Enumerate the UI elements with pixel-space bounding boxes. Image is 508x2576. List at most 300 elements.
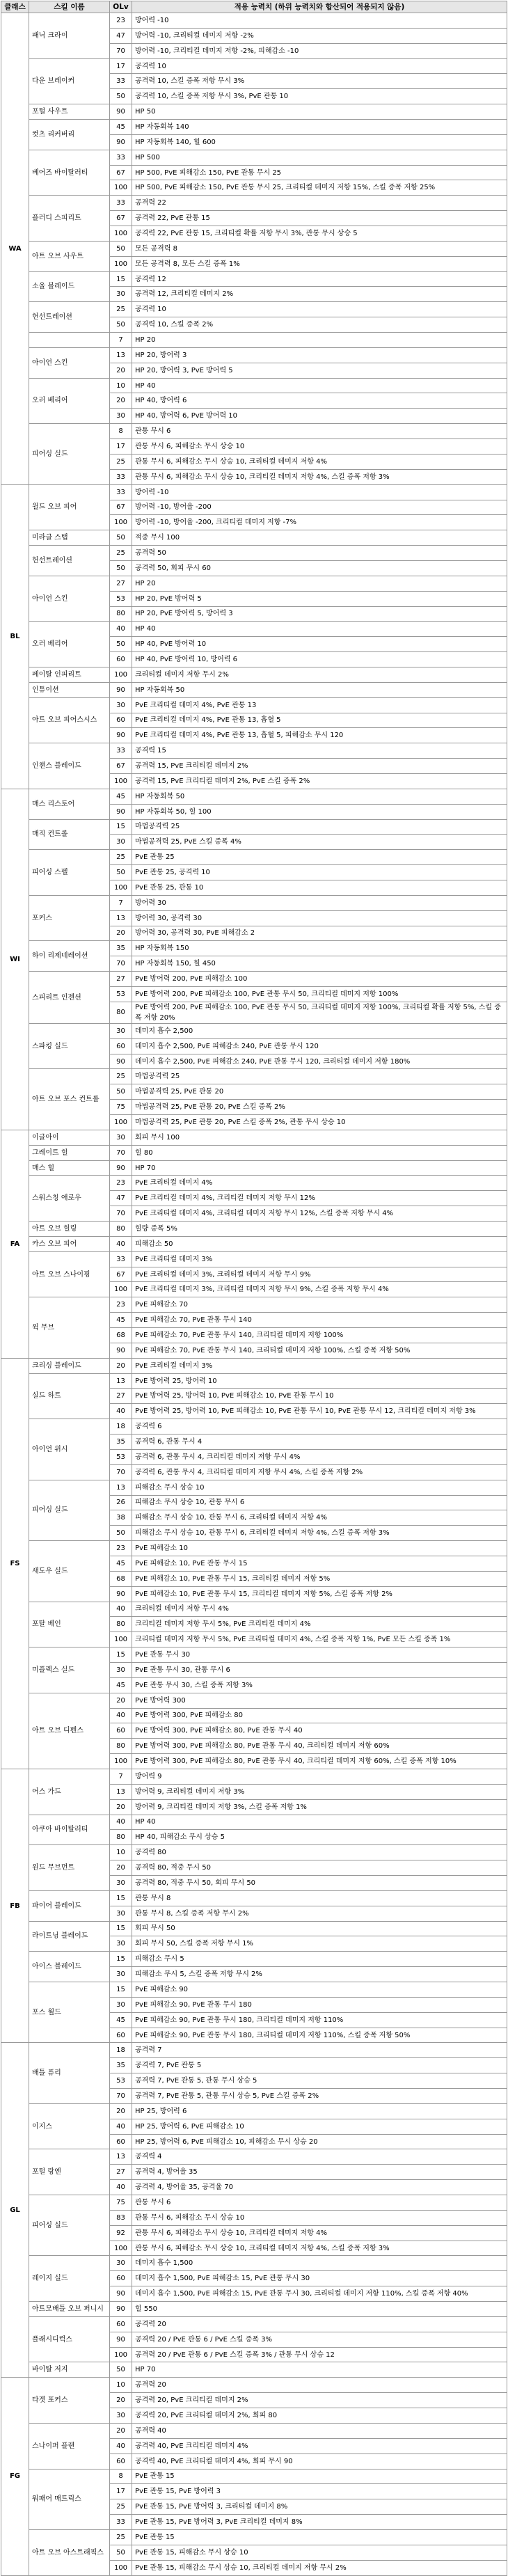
olv-cell: 60 xyxy=(110,652,132,667)
olv-cell: 13 xyxy=(110,2149,132,2165)
table-row xyxy=(1,2378,507,2393)
table-row xyxy=(1,1419,507,1435)
table-body xyxy=(1,13,507,2576)
skill-name-cell: 스파킹 실드 xyxy=(29,1023,110,1069)
olv-cell: 15 xyxy=(110,1952,132,1967)
effect-cell: 크리티컬 데미지 저항 무시 4% xyxy=(132,1602,507,1617)
olv-cell: 40 xyxy=(110,1708,132,1723)
olv-cell: 75 xyxy=(110,1100,132,1115)
olv-cell: 45 xyxy=(110,1556,132,1571)
olv-cell: 10 xyxy=(110,2378,132,2393)
effect-cell: PvE 피해감소 90, PvE 관통 무시 180 xyxy=(132,1997,507,2012)
effect-cell: PvE 크리티컬 데미지 3%, 크리티컬 데미지 저항 무시 9% xyxy=(132,1267,507,1282)
olv-cell: 33 xyxy=(110,469,132,484)
olv-cell: 30 xyxy=(110,1967,132,1982)
table-row xyxy=(1,682,507,697)
olv-cell: 53 xyxy=(110,2073,132,2089)
table-row xyxy=(1,347,507,363)
olv-cell: 15 xyxy=(110,1890,132,1906)
effect-cell: 공격력 20 / PvE 관통 6 / PvE 스킬 증폭 3% xyxy=(132,2332,507,2347)
table-row xyxy=(1,1647,507,1663)
table-row xyxy=(1,2316,507,2332)
olv-cell: 23 xyxy=(110,1297,132,1313)
skill-name-cell: 포스 월드 xyxy=(29,1982,110,2043)
skill-name-cell: 오러 베리어 xyxy=(29,378,110,424)
effect-cell: 모든 공격력 8, 모든 스킬 증폭 1% xyxy=(132,256,507,271)
olv-cell: 70 xyxy=(110,1145,132,1160)
olv-cell: 70 xyxy=(110,2089,132,2104)
effect-cell: 공격력 22, PvE 관통 15 xyxy=(132,211,507,226)
table-row xyxy=(1,1541,507,1556)
table-row xyxy=(1,1602,507,1617)
olv-cell: 100 xyxy=(110,1115,132,1130)
olv-cell: 67 xyxy=(110,759,132,774)
table-row xyxy=(1,1769,507,1784)
effect-cell: HP 20, 방어력 3 xyxy=(132,347,507,363)
olv-cell: 17 xyxy=(110,439,132,455)
skill-name-cell: 아트 오브 사우트 xyxy=(29,241,110,271)
olv-cell: 25 xyxy=(110,2529,132,2545)
class-name-cell: FA xyxy=(1,1130,29,1358)
skill-name-cell: 피어싱 실드 xyxy=(29,424,110,484)
olv-cell: 7 xyxy=(110,895,132,910)
class-name-cell: BL xyxy=(1,484,29,789)
olv-cell: 60 xyxy=(110,2271,132,2286)
olv-cell: 70 xyxy=(110,1464,132,1480)
olv-cell: 20 xyxy=(110,1860,132,1876)
table-row xyxy=(1,1251,507,1267)
effect-cell: 공격력 12 xyxy=(132,271,507,287)
effect-cell: 피해감소 무시 상승 10, 관통 무시 6 xyxy=(132,1495,507,1510)
table-row xyxy=(1,1982,507,1998)
olv-cell: 92 xyxy=(110,2225,132,2241)
table-row xyxy=(1,484,507,500)
olv-cell: 40 xyxy=(110,2180,132,2195)
olv-cell: 50 xyxy=(110,317,132,333)
olv-cell: 25 xyxy=(110,1069,132,1084)
olv-cell: 53 xyxy=(110,987,132,1002)
skill-name-cell: 피어싱 실드 xyxy=(29,1480,110,1540)
olv-cell: 27 xyxy=(110,972,132,987)
effect-cell: 방어력 -10, 크리티컬 데미지 저항 -2% xyxy=(132,28,507,43)
skill-name-cell: 아트 오브 디펜스 xyxy=(29,1693,110,1769)
effect-cell: HP 자동회복 50 xyxy=(132,682,507,697)
olv-cell: 100 xyxy=(110,2347,132,2362)
effect-cell: 공격력 12, 크리티컬 데미지 2% xyxy=(132,287,507,302)
olv-cell: 40 xyxy=(110,1236,132,1251)
effect-cell: PvE 방어력 300, PvE 피해감소 80, PvE 관통 무시 40, 크리티컬 데미지 저항 60%, 스킬 증폭 저항 10% xyxy=(132,1754,507,1769)
effect-cell: 방어력 9 xyxy=(132,1769,507,1784)
table-row xyxy=(1,819,507,835)
olv-cell: 45 xyxy=(110,120,132,135)
olv-cell: 100 xyxy=(110,880,132,895)
table-row xyxy=(1,697,507,713)
skill-name-cell: 포커스 xyxy=(29,895,110,941)
olv-cell: 15 xyxy=(110,1921,132,1936)
olv-cell: 100 xyxy=(110,256,132,271)
effect-cell: PvE 방어력 25, 방어력 10, PvE 피해감소 10, PvE 관통 무시 10, PvE 관통 무시 12, 크리티컬 데미지 저항 3% xyxy=(132,1404,507,1419)
effect-cell: PvE 관통 15, PvE 방어력 3 xyxy=(132,2484,507,2499)
olv-cell: 38 xyxy=(110,1510,132,1526)
effect-cell: 공격력 80, 적중 무시 50, 회피 무시 50 xyxy=(132,1875,507,1890)
effect-cell: PvE 피해감소 70, PvE 관통 무시 140, 크리티컬 데미지 저항 100%, 스킬 증폭 저항 50% xyxy=(132,1343,507,1358)
table-row xyxy=(1,13,507,29)
olv-cell: 70 xyxy=(110,956,132,972)
skill-name-cell: 피어싱 스펠 xyxy=(29,850,110,896)
effect-cell: 관통 무시 6, 피해감소 무시 상승 10, 크리티컬 데미지 저항 4%, 스킬 증폭 저항 3% xyxy=(132,2241,507,2256)
olv-cell: 100 xyxy=(110,1632,132,1647)
olv-cell: 13 xyxy=(110,1373,132,1389)
olv-cell: 35 xyxy=(110,941,132,956)
skill-name-cell: 아이언 스킨 xyxy=(29,347,110,378)
olv-cell: 15 xyxy=(110,1982,132,1998)
effect-cell: PvE 관통 25, 관통 10 xyxy=(132,880,507,895)
olv-cell: 75 xyxy=(110,2195,132,2211)
skill-name-cell: 아이언 스킨 xyxy=(29,576,110,622)
effect-cell: 회피 무시 50 xyxy=(132,1921,507,1936)
skill-name-cell: 하이 리제네레이션 xyxy=(29,941,110,972)
olv-cell: 80 xyxy=(110,1830,132,1845)
olv-cell: 25 xyxy=(110,546,132,561)
olv-cell: 40 xyxy=(110,2119,132,2134)
effect-cell: 방어력 30, 공격력 30, PvE 피해감소 2 xyxy=(132,926,507,941)
header-olv: OLv xyxy=(110,1,132,13)
olv-cell: 20 xyxy=(110,1799,132,1815)
skill-name-cell: 플래시디럭스 xyxy=(29,2316,110,2362)
effect-cell: 관통 무시 6, 피해감소 무시 상승 10, 크리티컬 데미지 저항 4% xyxy=(132,2225,507,2241)
skill-name-cell: 미라클 스탭 xyxy=(29,530,110,546)
effect-cell: 공격력 4, 방어율 35, 공격율 70 xyxy=(132,2180,507,2195)
olv-cell: 20 xyxy=(110,1358,132,1373)
effect-cell: 공격력 10 xyxy=(132,302,507,317)
table-row xyxy=(1,1480,507,1495)
skill-name-cell: 스나이퍼 플랜 xyxy=(29,2423,110,2469)
table-row xyxy=(1,1693,507,1708)
effect-cell: 공격력 15 xyxy=(132,743,507,759)
olv-cell: 50 xyxy=(110,865,132,880)
olv-cell: 27 xyxy=(110,576,132,591)
skill-table xyxy=(1,1,507,2576)
olv-cell: 80 xyxy=(110,1222,132,1237)
skill-name-cell: 파이어 블레이드 xyxy=(29,1890,110,1921)
skill-name-cell: 배틀 퓨리 xyxy=(29,2043,110,2103)
olv-cell: 8 xyxy=(110,424,132,439)
effect-cell: 공격력 6, 관통 무시 4 xyxy=(132,1435,507,1450)
table-row xyxy=(1,576,507,591)
olv-cell: 100 xyxy=(110,2560,132,2575)
olv-cell: 40 xyxy=(110,622,132,637)
effect-cell: 힐량 증폭 5% xyxy=(132,1222,507,1237)
skill-name-cell: 라이트닝 블레이드 xyxy=(29,1921,110,1952)
olv-cell: 67 xyxy=(110,165,132,180)
olv-cell: 50 xyxy=(110,1526,132,1541)
effect-cell: PvE 크리티컬 데미지 4%, 크리티컬 데미지 저항 무시 12%, 스킬 증폭 저항 무시 4% xyxy=(132,1206,507,1222)
effect-cell: PvE 크리티컬 데미지 4%, PvE 관통 13, 흡혈 5 xyxy=(132,713,507,728)
effect-cell: 공격력 80 xyxy=(132,1845,507,1860)
effect-cell: HP 50 xyxy=(132,104,507,120)
skill-name-cell: 스워스칭 애로우 xyxy=(29,1176,110,1222)
table-row xyxy=(1,1145,507,1160)
olv-cell: 90 xyxy=(110,2332,132,2347)
olv-cell: 45 xyxy=(110,1677,132,1693)
table-row xyxy=(1,241,507,256)
header-effect: 적용 능력치 (하위 능력치와 합산되어 적용되지 않음) xyxy=(132,1,507,13)
effect-cell: HP 자동회복 150, 힐 450 xyxy=(132,956,507,972)
effect-cell: PvE 크리티컬 데미지 4%, PvE 관통 13 xyxy=(132,697,507,713)
olv-cell: 50 xyxy=(110,560,132,576)
class-name-cell: FB xyxy=(1,1769,29,2042)
olv-cell: 20 xyxy=(110,2103,132,2119)
olv-cell: 25 xyxy=(110,2499,132,2515)
effect-cell: 관통 무시 6, 피해감소 무시 상승 10, 크리티컬 데미지 저항 4% xyxy=(132,454,507,469)
olv-cell: 18 xyxy=(110,2043,132,2058)
skill-name-cell: 매직 컨트롤 xyxy=(29,819,110,850)
effect-cell: 방어력 -10, 크리티컬 데미지 저항 -2%, 피해감소 -10 xyxy=(132,43,507,58)
effect-cell: 힐 80 xyxy=(132,1145,507,1160)
olv-cell: 23 xyxy=(110,13,132,29)
olv-cell: 30 xyxy=(110,1875,132,1890)
effect-cell: PvE 방어력 200, PvE 피해감소 100, PvE 관통 무시 50, 크리티컬 데미지 저항 100%, 크리티컬 확률 저항 5%, 스킬 증폭 저항 20% xyxy=(132,1002,507,1023)
effect-cell: 피해감소 50 xyxy=(132,1236,507,1251)
olv-cell: 33 xyxy=(110,743,132,759)
olv-cell: 20 xyxy=(110,393,132,409)
effect-cell: 피해감소 무시 상승 10 xyxy=(132,1480,507,1495)
table-row xyxy=(1,378,507,393)
effect-cell: 관통 무시 6 xyxy=(132,424,507,439)
class-name-cell: FS xyxy=(1,1358,29,1769)
effect-cell: HP 25, 방어력 6, PvE 피해감소 10, 피해감소 무시 상승 20 xyxy=(132,2134,507,2149)
table-row xyxy=(1,1130,507,1145)
olv-cell: 60 xyxy=(110,2453,132,2469)
effect-cell: 데미지 흡수 2,500, PvE 피해감소 240, PvE 관통 무시 120, 크리티컬 데미지 저항 180% xyxy=(132,1054,507,1069)
effect-cell: PvE 관통 무시 30, 스킬 증폭 저항 3% xyxy=(132,1677,507,1693)
effect-cell: HP 40 xyxy=(132,378,507,393)
olv-cell: 60 xyxy=(110,2316,132,2332)
table-row xyxy=(1,667,507,682)
effect-cell: PvE 관통 무시 30, 관통 무시 6 xyxy=(132,1662,507,1677)
effect-cell: 마법공격력 25 xyxy=(132,819,507,835)
skill-name-cell: 윈드 무브먼트 xyxy=(29,1845,110,1891)
olv-cell: 60 xyxy=(110,2134,132,2149)
olv-cell: 30 xyxy=(110,1936,132,1952)
effect-cell: HP 20, PvE 방어력 5 xyxy=(132,591,507,606)
effect-cell: HP 40, PvE 방어력 10 xyxy=(132,637,507,652)
effect-cell: PvE 피해감소 10, PvE 관통 무시 15 xyxy=(132,1556,507,1571)
olv-cell: 10 xyxy=(110,378,132,393)
table-row xyxy=(1,546,507,561)
effect-cell: 방어력 -10 xyxy=(132,13,507,29)
effect-cell: PvE 크리티컬 데미지 3% xyxy=(132,1251,507,1267)
table-row xyxy=(1,1176,507,1191)
effect-cell: 데미지 흡수 1,500, PvE 피해감소 15, PvE 관통 무시 30 xyxy=(132,2271,507,2286)
olv-cell: 20 xyxy=(110,2423,132,2438)
effect-cell: 공격력 10, 스킬 증폭 저항 무시 3% xyxy=(132,74,507,89)
table-row xyxy=(1,2103,507,2119)
olv-cell: 30 xyxy=(110,1662,132,1677)
olv-cell: 40 xyxy=(110,2438,132,2453)
olv-cell: 10 xyxy=(110,1845,132,1860)
olv-cell: 100 xyxy=(110,2241,132,2256)
skill-name-cell: 아트 오브 포스 컨트롤 xyxy=(29,1069,110,1130)
olv-cell: 30 xyxy=(110,2408,132,2424)
effect-cell: PvE 방어력 200, PvE 피해감소 100, PvE 관통 무시 50, 크리티컬 데미지 저항 100% xyxy=(132,987,507,1002)
effect-cell: PvE 크리티컬 데미지 3%, 크리티컬 데미지 저항 무시 9%, 스킬 증폭 저항 무시 4% xyxy=(132,1282,507,1297)
effect-cell: PvE 피해감소 70 xyxy=(132,1297,507,1313)
skill-name-cell: 다운 브레이커 xyxy=(29,58,110,104)
table-row xyxy=(1,2469,507,2484)
olv-cell: 50 xyxy=(110,530,132,546)
table-row xyxy=(1,2256,507,2271)
effect-cell: HP 40 xyxy=(132,622,507,637)
effect-cell: 공격력 40 xyxy=(132,2423,507,2438)
table-row xyxy=(1,1222,507,1237)
effect-cell: 피해감소 무시 5 xyxy=(132,1952,507,1967)
table-row xyxy=(1,333,507,348)
skill-name-cell: 패닉 크라이 xyxy=(29,13,110,59)
olv-cell: 60 xyxy=(110,713,132,728)
skill-name-cell: 레이지 실드 xyxy=(29,2256,110,2302)
effect-cell: 크리티컬 데미지 저항 무시 2% xyxy=(132,667,507,682)
olv-cell: 100 xyxy=(110,180,132,196)
skill-name-cell xyxy=(29,333,110,348)
effect-cell: PvE 크리티컬 데미지 4%, PvE 관통 13, 흡혈 5, 피해감소 무시 120 xyxy=(132,728,507,743)
class-name-cell: GL xyxy=(1,2043,29,2378)
skill-name-cell: 윌드 오브 피어 xyxy=(29,484,110,530)
table-row xyxy=(1,1358,507,1373)
olv-cell: 50 xyxy=(110,2545,132,2560)
table-row xyxy=(1,850,507,865)
class-name-cell: WA xyxy=(1,13,29,485)
effect-cell: PvE 관통 15, 피해감소 무시 상승 10 xyxy=(132,2545,507,2560)
effect-cell: PvE 방어력 300 xyxy=(132,1693,507,1708)
olv-cell: 83 xyxy=(110,2210,132,2225)
effect-cell: PvE 관통 15 xyxy=(132,2529,507,2545)
effect-cell: PvE 관통 25, 공격력 10 xyxy=(132,865,507,880)
table-row xyxy=(1,2149,507,2165)
table-row xyxy=(1,58,507,74)
effect-cell: 마법공격력 25, PvE 스킬 증폭 4% xyxy=(132,835,507,850)
olv-cell: 20 xyxy=(110,2393,132,2408)
olv-cell: 68 xyxy=(110,1328,132,1343)
class-name-cell: WI xyxy=(1,789,29,1130)
effect-cell: 공격력 50 xyxy=(132,546,507,561)
effect-cell: 방어력 -10 xyxy=(132,484,507,500)
olv-cell: 45 xyxy=(110,789,132,804)
olv-cell: 50 xyxy=(110,2362,132,2378)
effect-cell: 공격력 20 xyxy=(132,2378,507,2393)
effect-cell: 회피 무시 100 xyxy=(132,1130,507,1145)
effect-cell: HP 20 xyxy=(132,576,507,591)
skill-name-cell: 아트모배틀 오브 퍼니시 xyxy=(29,2302,110,2317)
table-row xyxy=(1,1815,507,1830)
table-row xyxy=(1,424,507,439)
olv-cell: 100 xyxy=(110,1282,132,1297)
olv-cell: 20 xyxy=(110,926,132,941)
table-row xyxy=(1,271,507,287)
effect-cell: HP 500 xyxy=(132,150,507,165)
effect-cell: 관통 무시 6, 피해감소 무시 상승 10 xyxy=(132,439,507,455)
effect-cell: HP 40, 피해감소 무시 상승 5 xyxy=(132,1830,507,1845)
olv-cell: 80 xyxy=(110,1002,132,1023)
skill-name-cell: 아트 오브 피어스시스 xyxy=(29,697,110,743)
effect-cell: 공격력 7, PvE 관통 5, 관통 무시 상승 5, PvE 스킬 증폭 2% xyxy=(132,2089,507,2104)
effect-cell: PvE 방어력 300, PvE 피해감소 80, PvE 관통 무시 40 xyxy=(132,1723,507,1739)
olv-cell: 30 xyxy=(110,2256,132,2271)
skill-name-cell: 포털 사우트 xyxy=(29,104,110,120)
table-row xyxy=(1,1952,507,1967)
effect-cell: PvE 피해감소 90 xyxy=(132,1982,507,1998)
effect-cell: PvE 방어력 200, PvE 피해감소 100 xyxy=(132,972,507,987)
olv-cell: 30 xyxy=(110,1130,132,1145)
effect-cell: 공격력 80, 적중 무시 50 xyxy=(132,1860,507,1876)
effect-cell: 공격력 22, PvE 관통 15, 크리티컬 확률 저항 무시 3%, 관통 무시 상승 5 xyxy=(132,226,507,242)
olv-cell: 47 xyxy=(110,1191,132,1206)
skill-name-cell: 오러 베리어 xyxy=(29,622,110,667)
effect-cell: HP 자동회복 140 xyxy=(132,120,507,135)
effect-cell: PvE 방어력 25, 방어력 10, PvE 피해감소 10, PvE 관통 무시 10 xyxy=(132,1389,507,1404)
skill-name-cell: 어스 가드 xyxy=(29,1769,110,1815)
table-row xyxy=(1,1297,507,1313)
olv-cell: 17 xyxy=(110,58,132,74)
effect-cell: HP 25, 방어력 6, PvE 피해감소 10 xyxy=(132,2119,507,2134)
skill-name-cell: 헌선트레이션 xyxy=(29,546,110,576)
table-row xyxy=(1,1890,507,1906)
effect-cell: HP 25, 방어력 6 xyxy=(132,2103,507,2119)
olv-cell: 60 xyxy=(110,1038,132,1054)
effect-cell: 방어력 9, 크리티컬 데미지 저항 3%, 스킬 증폭 저항 1% xyxy=(132,1799,507,1815)
effect-cell: PvE 크리티컬 데미지 4%, 크리티컬 데미지 저항 무시 12% xyxy=(132,1191,507,1206)
effect-cell: PvE 방어력 300, PvE 피해감소 80, PvE 관통 무시 40, 크리티컬 데미지 저항 60% xyxy=(132,1739,507,1754)
skill-name-cell: 매스 힐 xyxy=(29,1160,110,1176)
skill-name-cell: 실드 하트 xyxy=(29,1373,110,1419)
effect-cell: HP 70 xyxy=(132,1160,507,1176)
skill-name-cell: 바이탈 저지 xyxy=(29,2362,110,2378)
olv-cell: 27 xyxy=(110,1389,132,1404)
effect-cell: 방어력 9, 크리티컬 데미지 저항 3% xyxy=(132,1784,507,1799)
effect-cell: 공격력 4, 방어율 35 xyxy=(132,2165,507,2180)
table-row xyxy=(1,530,507,546)
skill-name-cell: 포탈 베인 xyxy=(29,1602,110,1647)
effect-cell: 방어력 -10, 방어율 -200, 크리티컬 데미지 저항 -7% xyxy=(132,515,507,530)
olv-cell: 7 xyxy=(110,1769,132,1784)
skill-name-cell: 타겟 포커스 xyxy=(29,2378,110,2424)
skill-name-cell: 워패어 매트릭스 xyxy=(29,2469,110,2529)
effect-cell: PvE 방어력 300, PvE 피해감소 80 xyxy=(132,1708,507,1723)
effect-cell: HP 70 xyxy=(132,2362,507,2378)
effect-cell: 피해감소 무시 5, 스킬 증폭 저항 무시 2% xyxy=(132,1967,507,1982)
skill-name-cell: 매스 리스토어 xyxy=(29,789,110,819)
table-row xyxy=(1,972,507,987)
effect-cell: PvE 피해감소 90, PvE 관통 무시 180, 크리티컬 데미지 저항 110% xyxy=(132,2012,507,2028)
effect-cell: 공격력 10, 스킬 증폭 2% xyxy=(132,317,507,333)
olv-cell: 80 xyxy=(110,1617,132,1632)
table-row xyxy=(1,1160,507,1176)
effect-cell: 크리티컬 데미지 저항 무시 5%, PvE 크리티컬 데미지 4% xyxy=(132,1617,507,1632)
olv-cell: 100 xyxy=(110,1754,132,1769)
skill-name-cell: 크리싱 블레이드 xyxy=(29,1358,110,1373)
effect-cell: 공격력 22 xyxy=(132,196,507,211)
olv-cell: 25 xyxy=(110,850,132,865)
table-row xyxy=(1,2043,507,2058)
olv-cell: 26 xyxy=(110,1495,132,1510)
effect-cell: PvE 관통 25 xyxy=(132,850,507,865)
olv-cell: 90 xyxy=(110,2286,132,2302)
effect-cell: HP 자동회복 50 xyxy=(132,789,507,804)
table-row xyxy=(1,196,507,211)
olv-cell: 50 xyxy=(110,1084,132,1100)
table-row xyxy=(1,789,507,804)
effect-cell: PvE 관통 15, PvE 방어력 3, PvE 크리티컬 데미지 8% xyxy=(132,2515,507,2530)
